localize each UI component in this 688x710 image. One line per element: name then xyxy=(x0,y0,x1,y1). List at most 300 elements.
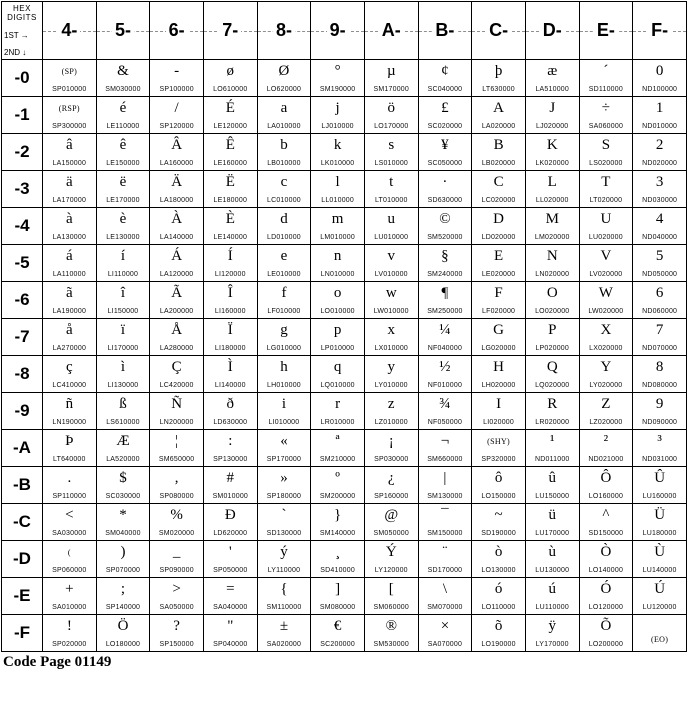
char-glyph: Ú xyxy=(654,581,666,597)
column-header-label: A- xyxy=(379,20,404,40)
char-glyph: â xyxy=(65,137,73,153)
char-gcgid: LI140000 xyxy=(214,382,246,389)
char-cell xyxy=(472,208,526,245)
char-cell xyxy=(150,541,204,578)
char-cell xyxy=(579,393,633,430)
char-glyph: Ð xyxy=(224,507,236,523)
char-gcgid: SM250000 xyxy=(427,308,463,315)
table-row xyxy=(2,60,687,97)
corner-digits-label: DIGITS xyxy=(7,13,37,22)
char-glyph: D xyxy=(493,211,504,227)
char-glyph: õ xyxy=(494,618,503,634)
char-cell xyxy=(43,282,97,319)
char-glyph: ó xyxy=(494,581,503,597)
char-cell xyxy=(633,282,687,319)
char-gcgid: SD130000 xyxy=(266,530,302,537)
table-row xyxy=(2,171,687,208)
char-gcgid: LA140000 xyxy=(159,234,194,241)
char-gcgid: SP180000 xyxy=(266,493,302,500)
char-glyph: Ý xyxy=(385,544,397,560)
char-cell xyxy=(418,467,472,504)
column-header-label: F- xyxy=(648,20,671,40)
char-gcgid: NF040000 xyxy=(427,345,463,352)
char-gcgid: SP100000 xyxy=(159,86,194,93)
char-cell xyxy=(43,430,97,467)
char-cell xyxy=(418,541,472,578)
table-row xyxy=(2,578,687,615)
char-glyph: º xyxy=(335,470,340,486)
char-gcgid: NF050000 xyxy=(427,419,463,426)
header-row xyxy=(2,2,687,60)
char-glyph: ä xyxy=(65,174,73,190)
char-gcgid: LA150000 xyxy=(52,160,87,167)
char-gcgid: LY020000 xyxy=(589,382,623,389)
char-glyph: ¯ xyxy=(441,507,449,523)
char-cell xyxy=(43,60,97,97)
char-glyph: + xyxy=(65,581,74,597)
char-cell xyxy=(633,171,687,208)
char-glyph: Ç xyxy=(171,359,182,375)
char-cell xyxy=(525,356,579,393)
char-glyph: (SP) xyxy=(61,67,78,76)
char-glyph: ² xyxy=(603,433,609,449)
char-cell xyxy=(472,319,526,356)
char-glyph: T xyxy=(601,174,611,190)
char-glyph: Ì xyxy=(227,359,233,375)
char-cell xyxy=(311,504,365,541)
char-glyph: ú xyxy=(548,581,556,597)
char-cell xyxy=(579,541,633,578)
char-cell xyxy=(418,282,472,319)
char-gcgid: LY170000 xyxy=(535,641,569,648)
char-gcgid: LA180000 xyxy=(159,197,194,204)
char-gcgid: SM070000 xyxy=(427,604,463,611)
char-cell xyxy=(579,171,633,208)
char-glyph: J xyxy=(549,100,556,116)
char-glyph: { xyxy=(280,581,288,597)
char-gcgid: LP020000 xyxy=(535,345,569,352)
char-cell xyxy=(418,134,472,171)
char-cell xyxy=(525,467,579,504)
table-row xyxy=(2,208,687,245)
char-gcgid: ND030000 xyxy=(642,197,678,204)
char-cell xyxy=(203,319,257,356)
char-gcgid: SA050000 xyxy=(159,604,194,611)
char-gcgid: SC050000 xyxy=(427,160,463,167)
char-cell xyxy=(579,134,633,171)
char-gcgid: ND010000 xyxy=(642,123,678,130)
char-glyph: æ xyxy=(547,63,558,79)
char-glyph: Æ xyxy=(116,433,130,449)
char-gcgid: LT010000 xyxy=(374,197,408,204)
char-glyph: ª xyxy=(335,433,340,449)
row-label-c: -C xyxy=(2,504,43,541)
char-cell xyxy=(364,60,418,97)
column-header-label: D- xyxy=(540,20,565,40)
char-cell xyxy=(525,393,579,430)
char-cell xyxy=(311,319,365,356)
char-glyph: k xyxy=(333,137,342,153)
char-gcgid: LO610000 xyxy=(213,86,248,93)
char-gcgid: LS610000 xyxy=(106,419,140,426)
char-cell xyxy=(633,393,687,430)
char-cell xyxy=(364,430,418,467)
char-gcgid: LR010000 xyxy=(320,419,355,426)
char-glyph: 1 xyxy=(655,100,664,116)
char-cell xyxy=(525,60,579,97)
char-cell xyxy=(96,467,150,504)
char-glyph: K xyxy=(546,137,558,153)
char-glyph: ÿ xyxy=(548,618,556,634)
char-gcgid: ND070000 xyxy=(642,345,678,352)
char-gcgid: LE160000 xyxy=(213,160,248,167)
char-gcgid: LQ010000 xyxy=(320,382,355,389)
char-glyph: ¢ xyxy=(441,63,449,79)
char-glyph: § xyxy=(441,248,449,264)
char-glyph: ù xyxy=(548,544,556,560)
char-glyph: h xyxy=(280,359,288,375)
char-glyph: % xyxy=(170,507,183,523)
char-glyph: / xyxy=(174,100,179,116)
char-cell xyxy=(150,615,204,652)
char-gcgid: LO110000 xyxy=(481,604,516,611)
char-glyph: X xyxy=(600,322,612,338)
char-cell xyxy=(150,356,204,393)
char-gcgid: SP130000 xyxy=(213,456,248,463)
char-gcgid: SM060000 xyxy=(373,604,409,611)
char-gcgid: LT630000 xyxy=(482,86,515,93)
char-gcgid: SA030000 xyxy=(52,530,87,537)
column-header-label: 4- xyxy=(58,20,80,40)
table-row xyxy=(2,430,687,467)
char-gcgid: LE140000 xyxy=(213,234,248,241)
char-gcgid: LU110000 xyxy=(535,604,569,611)
char-cell xyxy=(311,97,365,134)
char-cell xyxy=(579,60,633,97)
char-cell xyxy=(150,319,204,356)
char-cell xyxy=(150,171,204,208)
table-row xyxy=(2,319,687,356)
char-glyph: ÷ xyxy=(601,100,610,116)
char-cell xyxy=(633,578,687,615)
char-glyph: A xyxy=(493,100,504,116)
char-cell xyxy=(311,430,365,467)
char-gcgid: LU150000 xyxy=(535,493,570,500)
char-cell xyxy=(579,208,633,245)
char-glyph: v xyxy=(387,248,396,264)
char-glyph: ^ xyxy=(602,507,610,523)
char-glyph: : xyxy=(228,433,233,449)
char-gcgid: SC030000 xyxy=(105,493,141,500)
char-glyph: ® xyxy=(385,618,397,634)
char-glyph: Ñ xyxy=(171,396,183,412)
char-cell xyxy=(257,319,311,356)
char-cell xyxy=(203,97,257,134)
char-glyph: Ö xyxy=(117,618,129,634)
table-row xyxy=(2,393,687,430)
row-label-7: -7 xyxy=(2,319,43,356)
column-header-label: 5- xyxy=(112,20,134,40)
char-cell xyxy=(257,208,311,245)
char-gcgid: SC040000 xyxy=(427,86,463,93)
char-gcgid: LK020000 xyxy=(535,160,569,167)
char-glyph: Ò xyxy=(600,544,612,560)
char-gcgid: LA170000 xyxy=(52,197,87,204)
char-glyph: » xyxy=(280,470,288,486)
char-glyph: 6 xyxy=(655,285,664,301)
char-glyph: î xyxy=(120,285,126,301)
char-cell xyxy=(364,578,418,615)
char-glyph: Ù xyxy=(654,544,666,560)
char-cell xyxy=(364,97,418,134)
second-digit-direction-label: 2ND ↓ xyxy=(4,48,27,57)
char-gcgid: ND040000 xyxy=(642,234,678,241)
char-glyph: (RSP) xyxy=(58,104,80,113)
column-header-label: 9- xyxy=(327,20,349,40)
char-glyph: * xyxy=(119,507,127,523)
char-glyph: ò xyxy=(494,544,503,560)
char-gcgid: LU170000 xyxy=(535,530,570,537)
char-gcgid: SM140000 xyxy=(319,530,356,537)
char-glyph: U xyxy=(600,211,612,227)
char-gcgid: LI010000 xyxy=(268,419,300,426)
char-gcgid: SC200000 xyxy=(320,641,355,648)
char-gcgid: SM650000 xyxy=(158,456,195,463)
char-glyph: Z xyxy=(601,396,611,412)
column-header-e xyxy=(579,2,633,60)
char-gcgid: LC410000 xyxy=(52,382,87,389)
char-gcgid: SD190000 xyxy=(481,530,516,537)
char-cell xyxy=(418,393,472,430)
char-gcgid: SD150000 xyxy=(588,530,624,537)
char-glyph: ¼ xyxy=(439,322,451,338)
char-glyph: Ó xyxy=(600,581,612,597)
char-cell xyxy=(364,393,418,430)
char-cell xyxy=(472,430,526,467)
char-glyph: Ü xyxy=(654,507,666,523)
char-gcgid: LI180000 xyxy=(214,345,246,352)
char-glyph: Ã xyxy=(171,285,183,301)
char-cell xyxy=(633,245,687,282)
column-header-a xyxy=(364,2,418,60)
char-cell xyxy=(203,134,257,171)
char-cell xyxy=(311,356,365,393)
char-gcgid: LT640000 xyxy=(53,456,86,463)
char-gcgid: LA160000 xyxy=(159,160,194,167)
char-cell xyxy=(311,208,365,245)
char-cell xyxy=(472,467,526,504)
char-cell xyxy=(96,615,150,652)
char-cell xyxy=(525,504,579,541)
row-label-e: -E xyxy=(2,578,43,615)
char-gcgid: LO020000 xyxy=(535,308,570,315)
char-gcgid: LM020000 xyxy=(534,234,570,241)
char-cell xyxy=(203,356,257,393)
char-glyph: u xyxy=(387,211,396,227)
char-cell xyxy=(633,430,687,467)
char-glyph: $ xyxy=(119,470,127,486)
char-gcgid: LZ020000 xyxy=(589,419,623,426)
char-glyph: m xyxy=(331,211,344,227)
char-glyph: ~ xyxy=(494,507,503,523)
char-gcgid: ND080000 xyxy=(642,382,678,389)
row-label-5: -5 xyxy=(2,245,43,282)
char-gcgid: LO150000 xyxy=(481,493,516,500)
char-gcgid: LE150000 xyxy=(106,160,140,167)
char-glyph: y xyxy=(387,359,396,375)
char-glyph: 7 xyxy=(655,322,664,338)
row-label-6: -6 xyxy=(2,282,43,319)
char-gcgid: LY010000 xyxy=(374,382,408,389)
char-cell xyxy=(311,245,365,282)
page-title: Code Page 01149 xyxy=(3,654,112,670)
char-gcgid: LA270000 xyxy=(52,345,87,352)
char-cell xyxy=(364,171,418,208)
char-glyph: Í xyxy=(227,248,233,264)
char-gcgid: SM040000 xyxy=(105,530,141,537)
char-gcgid: SP040000 xyxy=(213,641,248,648)
char-glyph: 4 xyxy=(655,211,664,227)
char-cell xyxy=(257,504,311,541)
char-glyph: ' xyxy=(228,544,232,560)
char-gcgid: LE020000 xyxy=(481,271,516,278)
char-glyph: 2 xyxy=(655,137,664,153)
char-gcgid: SP170000 xyxy=(266,456,302,463)
char-gcgid: LE180000 xyxy=(213,197,248,204)
char-gcgid: SD170000 xyxy=(427,567,463,574)
char-gcgid: SP120000 xyxy=(159,123,194,130)
corner-cell xyxy=(2,2,43,60)
char-cell xyxy=(633,615,687,652)
char-gcgid: LH020000 xyxy=(481,382,516,389)
char-cell xyxy=(43,208,97,245)
char-glyph: [ xyxy=(388,581,394,597)
char-cell xyxy=(150,245,204,282)
char-gcgid: SP030000 xyxy=(374,456,409,463)
char-glyph: i xyxy=(281,396,287,412)
char-cell xyxy=(257,615,311,652)
char-gcgid: LD630000 xyxy=(213,419,248,426)
column-header-label: E- xyxy=(594,20,618,40)
char-glyph: C xyxy=(493,174,504,190)
char-gcgid: SM130000 xyxy=(427,493,463,500)
char-gcgid: SM210000 xyxy=(319,456,356,463)
column-header-label: 8- xyxy=(273,20,295,40)
char-glyph: ý xyxy=(280,544,288,560)
char-gcgid: LA200000 xyxy=(159,308,194,315)
char-glyph: P xyxy=(548,322,557,338)
column-header-b xyxy=(418,2,472,60)
char-gcgid: SA070000 xyxy=(427,641,463,648)
char-cell xyxy=(203,245,257,282)
row-label-f: -F xyxy=(2,615,43,652)
char-gcgid: LO170000 xyxy=(374,123,409,130)
char-cell xyxy=(418,60,472,97)
char-cell xyxy=(257,467,311,504)
char-cell xyxy=(257,134,311,171)
char-glyph: (SHY) xyxy=(487,437,510,446)
char-gcgid: LL010000 xyxy=(321,197,354,204)
char-gcgid: SM200000 xyxy=(319,493,356,500)
column-header-6 xyxy=(150,2,204,60)
char-gcgid: LM010000 xyxy=(320,234,355,241)
char-cell xyxy=(96,245,150,282)
char-glyph: ; xyxy=(120,581,126,597)
char-cell xyxy=(96,541,150,578)
char-cell xyxy=(43,578,97,615)
char-cell xyxy=(472,504,526,541)
char-cell xyxy=(525,319,579,356)
char-cell xyxy=(257,97,311,134)
char-glyph: Î xyxy=(227,285,233,301)
table-row xyxy=(2,615,687,652)
char-cell xyxy=(364,282,418,319)
char-cell xyxy=(579,578,633,615)
char-glyph: N xyxy=(546,248,558,264)
char-glyph: ¿ xyxy=(387,470,395,486)
char-gcgid: LA010000 xyxy=(267,123,301,130)
row-label-8: -8 xyxy=(2,356,43,393)
char-cell xyxy=(525,208,579,245)
char-cell xyxy=(418,97,472,134)
char-cell xyxy=(633,60,687,97)
char-cell xyxy=(633,319,687,356)
char-cell xyxy=(364,467,418,504)
char-gcgid: SC020000 xyxy=(427,123,463,130)
char-cell xyxy=(364,134,418,171)
char-glyph: ½ xyxy=(439,359,451,375)
column-header-d xyxy=(525,2,579,60)
char-glyph: < xyxy=(65,507,74,523)
char-cell xyxy=(311,393,365,430)
column-header-8 xyxy=(257,2,311,60)
char-gcgid: LG020000 xyxy=(481,345,516,352)
char-gcgid: LX020000 xyxy=(589,345,623,352)
char-glyph: ï xyxy=(120,322,126,338)
char-glyph: Å xyxy=(171,322,183,338)
char-gcgid: SD630000 xyxy=(427,197,463,204)
char-glyph: Õ xyxy=(600,618,612,634)
char-glyph: Ê xyxy=(225,137,235,153)
char-glyph: B xyxy=(493,137,504,153)
char-glyph: w xyxy=(385,285,397,301)
char-cell xyxy=(633,356,687,393)
char-cell xyxy=(311,60,365,97)
char-cell xyxy=(311,467,365,504)
char-gcgid: SD410000 xyxy=(320,567,355,574)
table-row xyxy=(2,504,687,541)
char-gcgid: LU160000 xyxy=(642,493,677,500)
char-glyph: ! xyxy=(66,618,72,634)
char-glyph: É xyxy=(225,100,235,116)
char-gcgid: SA020000 xyxy=(266,641,302,648)
char-glyph: , xyxy=(174,470,179,486)
char-glyph: 5 xyxy=(655,248,664,264)
char-cell xyxy=(43,97,97,134)
char-cell xyxy=(150,60,204,97)
char-glyph: ç xyxy=(65,359,73,375)
char-gcgid: LA510000 xyxy=(535,86,569,93)
char-cell xyxy=(96,171,150,208)
column-header-label: C- xyxy=(486,20,511,40)
char-glyph: q xyxy=(333,359,342,375)
char-gcgid: LV010000 xyxy=(374,271,408,278)
char-cell xyxy=(203,282,257,319)
char-gcgid: SM020000 xyxy=(158,530,195,537)
char-gcgid: LS020000 xyxy=(589,160,623,167)
char-cell xyxy=(364,245,418,282)
char-glyph: Þ xyxy=(65,433,74,449)
